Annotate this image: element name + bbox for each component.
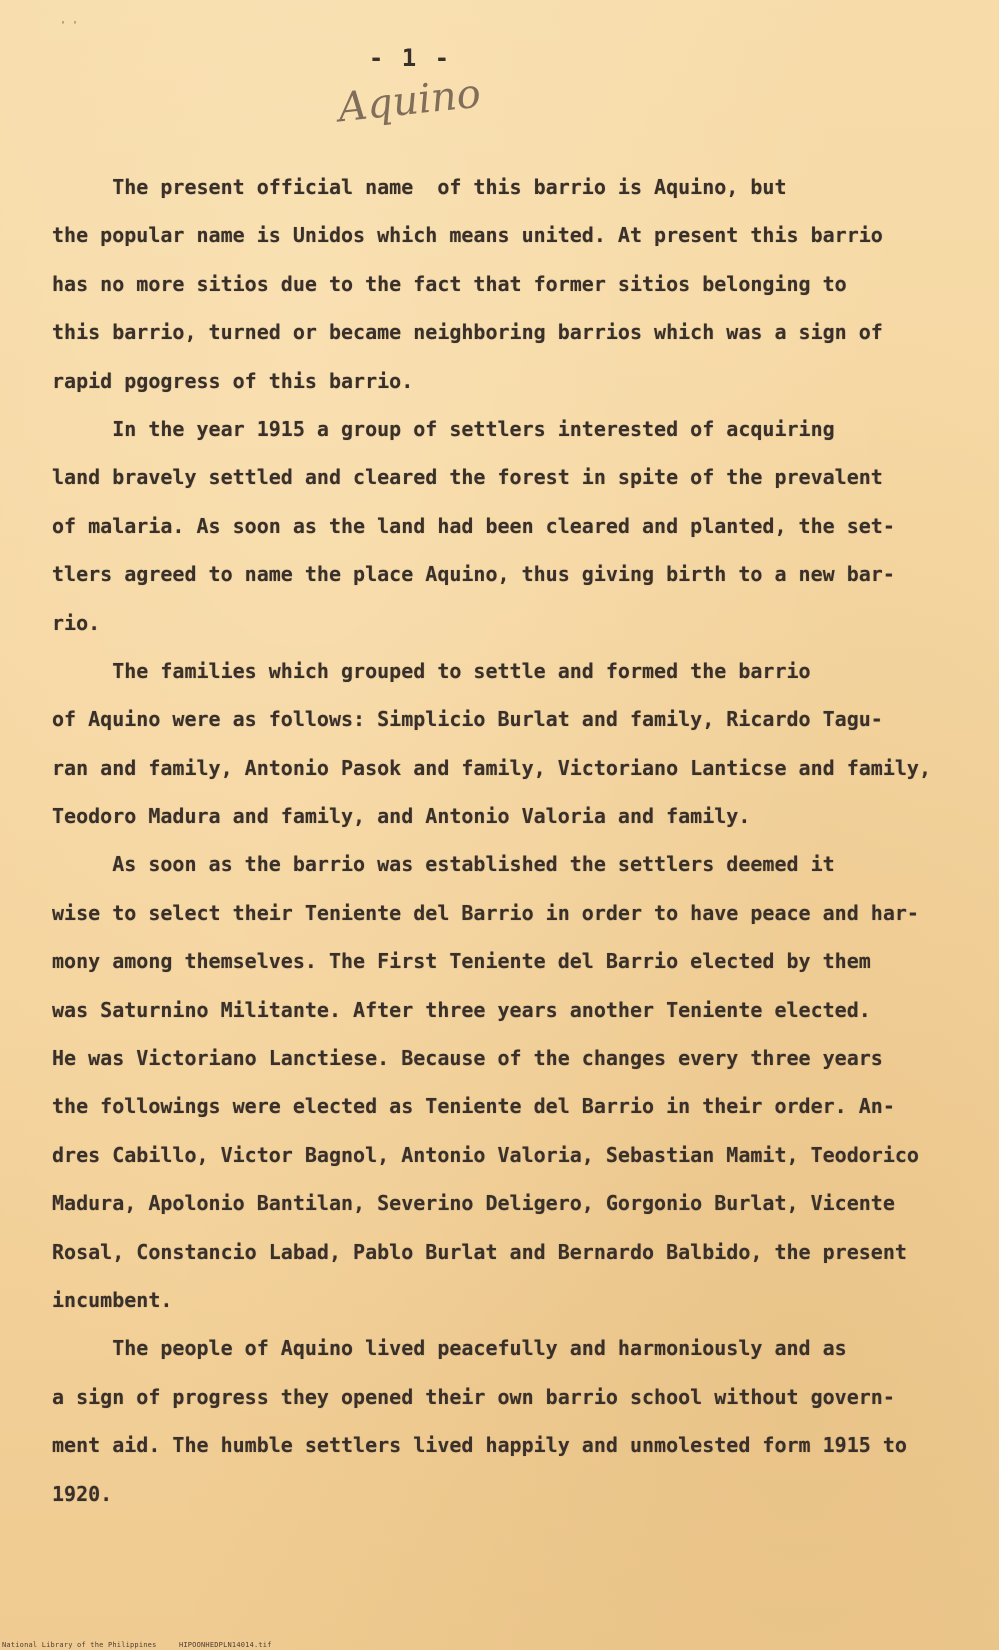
text-line: the followings were elected as Teniente del Barrio in their order. An- <box>52 1094 895 1119</box>
text-line: ment aid. The humble settlers lived happily and unmolested form 1915 to <box>52 1433 907 1458</box>
scan-footer <box>2 1641 290 1649</box>
text-line: has no more sitios due to the fact that former sitios belonging to <box>52 271 847 296</box>
handwritten-annotation: Aquino <box>335 70 483 132</box>
text-line: of malaria. As soon as the land had been cleared and planted, the set- <box>52 513 895 538</box>
text-line: Teodoro Madura and family, and Antonio Valoria and family. <box>52 804 751 829</box>
paragraph-4 <box>52 840 932 1324</box>
text-line: rapid pgogress of this barrio. <box>52 368 414 393</box>
footer-file-id: HIPOONHEDPLN14014.tif <box>178 1641 272 1649</box>
text-line: was Saturnino Militante. After three years another Teniente elected. <box>52 997 871 1022</box>
text-line: incumbent. <box>52 1287 173 1312</box>
text-line: Madura, Apolonio Bantilan, Severino Deligero, Gorgonio Burlat, Vicente <box>52 1191 895 1216</box>
text-line: He was Victoriano Lanctiese. Because of the changes every three years <box>52 1046 883 1071</box>
document-body <box>52 163 932 1518</box>
paragraph-5 <box>52 1324 932 1518</box>
text-line: the popular name is Unidos which means united. At present this barrio <box>52 223 883 248</box>
paragraph-3 <box>52 647 932 841</box>
text-line: rio. <box>52 610 101 635</box>
corner-mark: ' ' <box>60 20 79 31</box>
text-line: wise to select their Teniente del Barrio in order to have peace and har- <box>52 900 919 925</box>
text-line: land bravely settled and cleared the forest in spite of the prevalent <box>52 465 883 490</box>
page-number: - 1 - <box>368 44 452 72</box>
text-line: The people of Aquino lived peacefully and harmoniously and as <box>52 1336 847 1361</box>
text-line: 1920. <box>52 1481 113 1506</box>
text-line: mony among themselves. The First Teniente del Barrio elected by them <box>52 949 871 974</box>
text-line: this barrio, turned or became neighboring barrios which was a sign of <box>52 320 883 345</box>
text-line: In the year 1915 a group of settlers interested of acquiring <box>52 416 835 441</box>
text-line: a sign of progress they opened their own barrio school without govern- <box>52 1384 895 1409</box>
paragraph-2 <box>52 405 932 647</box>
text-line: ran and family, Antonio Pasok and family, Victoriano Lanticse and family, <box>52 755 931 780</box>
text-line: The present official name of this barrio is Aquino, but <box>52 175 787 199</box>
text-line: The families which grouped to settle and formed the barrio <box>52 658 811 683</box>
text-line: of Aquino were as follows: Simplicio Burlat and family, Ricardo Tagu- <box>52 707 883 732</box>
text-line: tlers agreed to name the place Aquino, thus giving birth to a new bar- <box>52 562 895 587</box>
text-line: dres Cabillo, Victor Bagnol, Antonio Valoria, Sebastian Mamit, Teodorico <box>52 1142 919 1167</box>
text-line: Rosal, Constancio Labad, Pablo Burlat and Bernardo Balbido, the present <box>52 1239 907 1264</box>
footer-institution: National Library of the Philippines <box>2 1641 157 1649</box>
text-line: As soon as the barrio was established the settlers deemed it <box>52 852 835 877</box>
paragraph-1 <box>52 163 932 405</box>
